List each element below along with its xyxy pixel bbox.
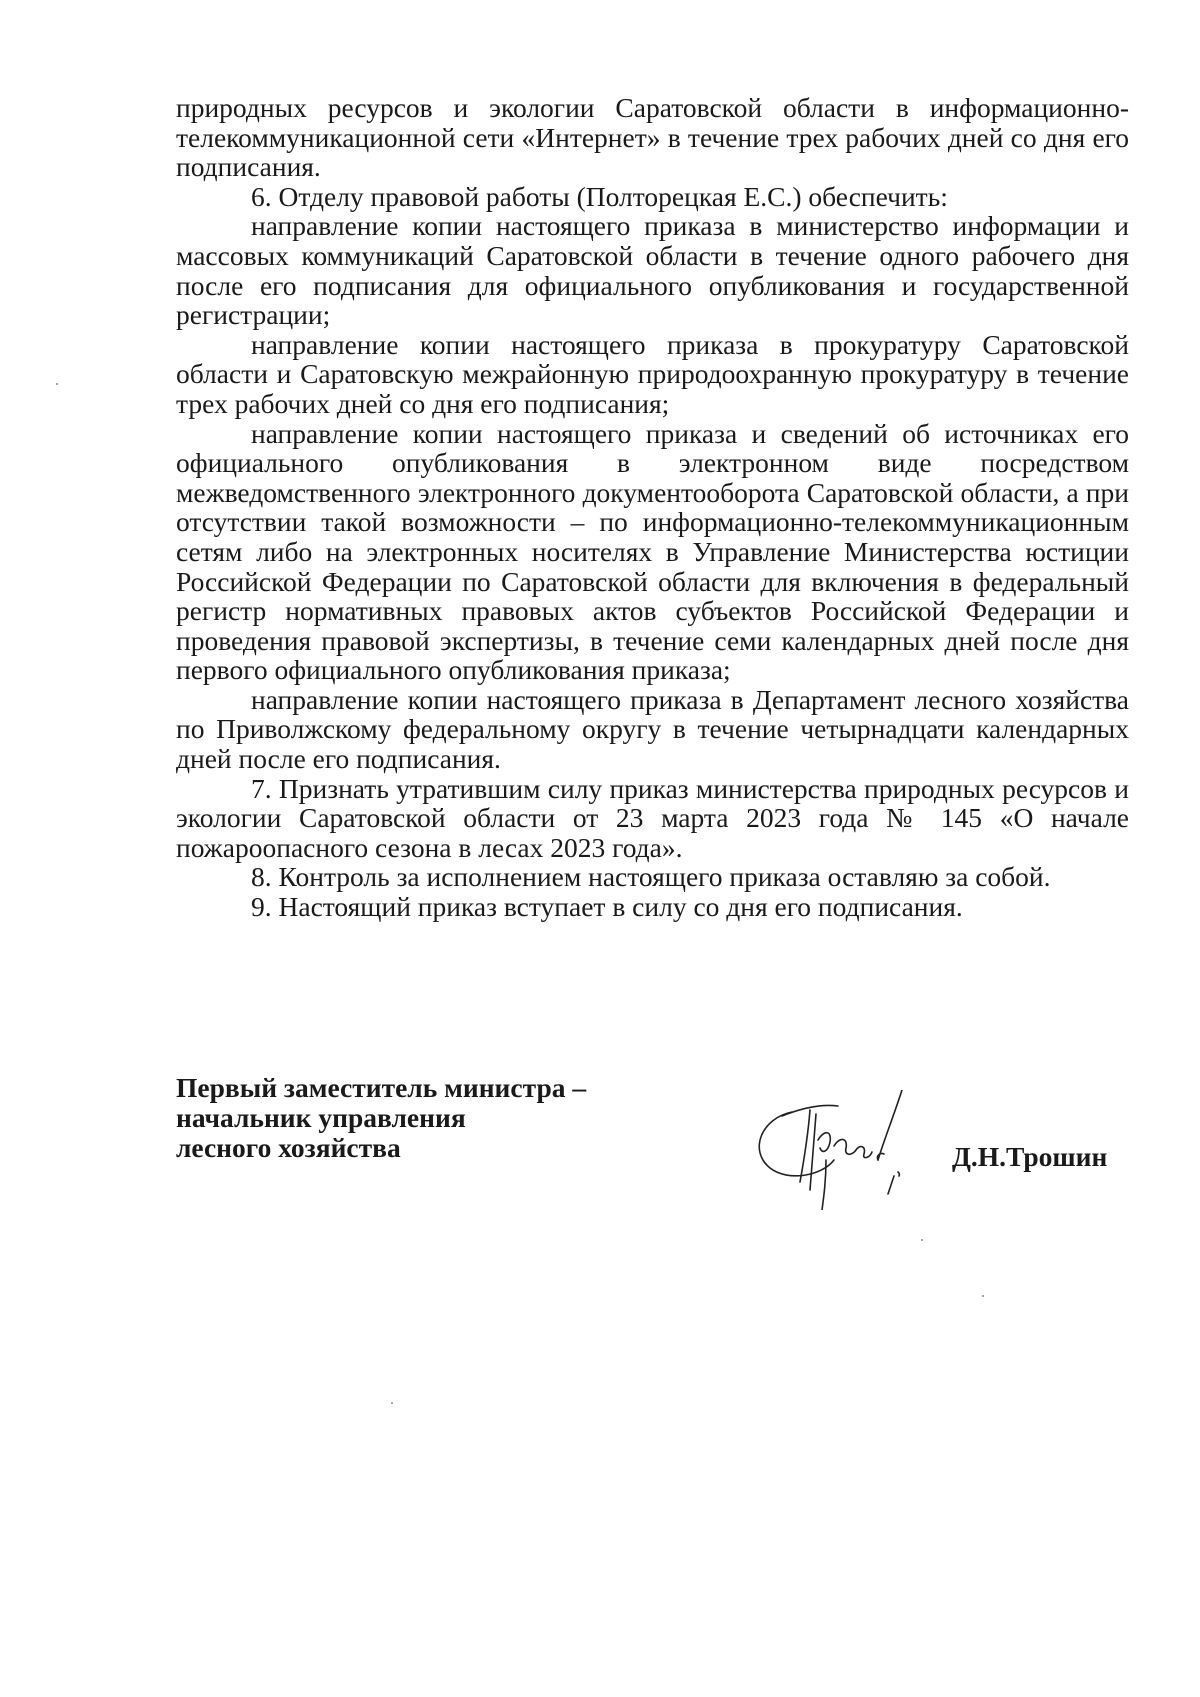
signatory-position [176,1073,586,1163]
handwritten-signature [752,1090,952,1210]
signatory-position-line: Первый заместитель министра – [176,1072,587,1103]
paragraph-item-6: 6. Отделу правовой работы (Полторецкая Е.С.) обеспечить: [251,180,948,212]
paragraph-item-8: 8. Контроль за исполнением настоящего приказа оставляю за собой. [251,861,1051,893]
signatory-position-line: начальник управления [176,1102,466,1133]
paragraph-item-6-sub-1: направление копии настоящего приказа в министерство информации и массовых коммуникаций Саратовской области в течение одного рабочего дня после его подписания для официального опубликования и государственной регистрации; [176,210,1129,331]
scan-speck [391,1402,393,1404]
paragraph-item-6-sub-4: направление копии настоящего приказа в Департамент лесного хозяйства по Приволжскому федеральному округу в течение четырнадцати календарных дней после его подписания. [176,683,1129,775]
signatory-name: Д.Н.Трошин [952,1141,1108,1172]
paragraph-item-6-sub-3: направление копии настоящего приказа и сведений об источниках его официального опубликования в электронном виде посредством межведомственного электронного документооборота Саратовской области, а при отсутствии такой возможности – по информационно-телекоммуникационным сетям либо на электронных носителях в Управление Министерства юстиции Российской Федерации по Саратовской области для включения в федеральный регистр нормативных правовых актов субъектов Российской Федерации и проведения правовой экспертизы, в течение семи календарных дней после дня первого официального опубликования приказа; [176,417,1129,686]
scan-speck [982,1295,984,1297]
paragraph-item-6-sub-2: направление копии настоящего приказа в прокуратуру Саратовской области и Саратовскую межрайонную природоохранную прокуратуру в течение трех рабочих дней со дня его подписания; [176,328,1129,419]
paragraph-item-9: 9. Настоящий приказ вступает в силу со дня его подписания. [251,891,963,923]
scan-speck [56,383,58,385]
document-body [176,93,1129,922]
signatory-position-line: лесного хозяйства [176,1132,401,1163]
paragraph-item-7: 7. Признать утратившим силу приказ министерства природных ресурсов и экологии Саратовской области от 23 марта 2023 года № 145 «О начале пожароопасного сезона в лесах 2023 года». [176,772,1129,863]
scan-speck [921,1239,923,1241]
paragraph-continuation: природных ресурсов и экологии Саратовской области в информационно-телекоммуникационной сети «Интернет» в течение трех рабочих дней со дня его подписания. [176,92,1129,183]
